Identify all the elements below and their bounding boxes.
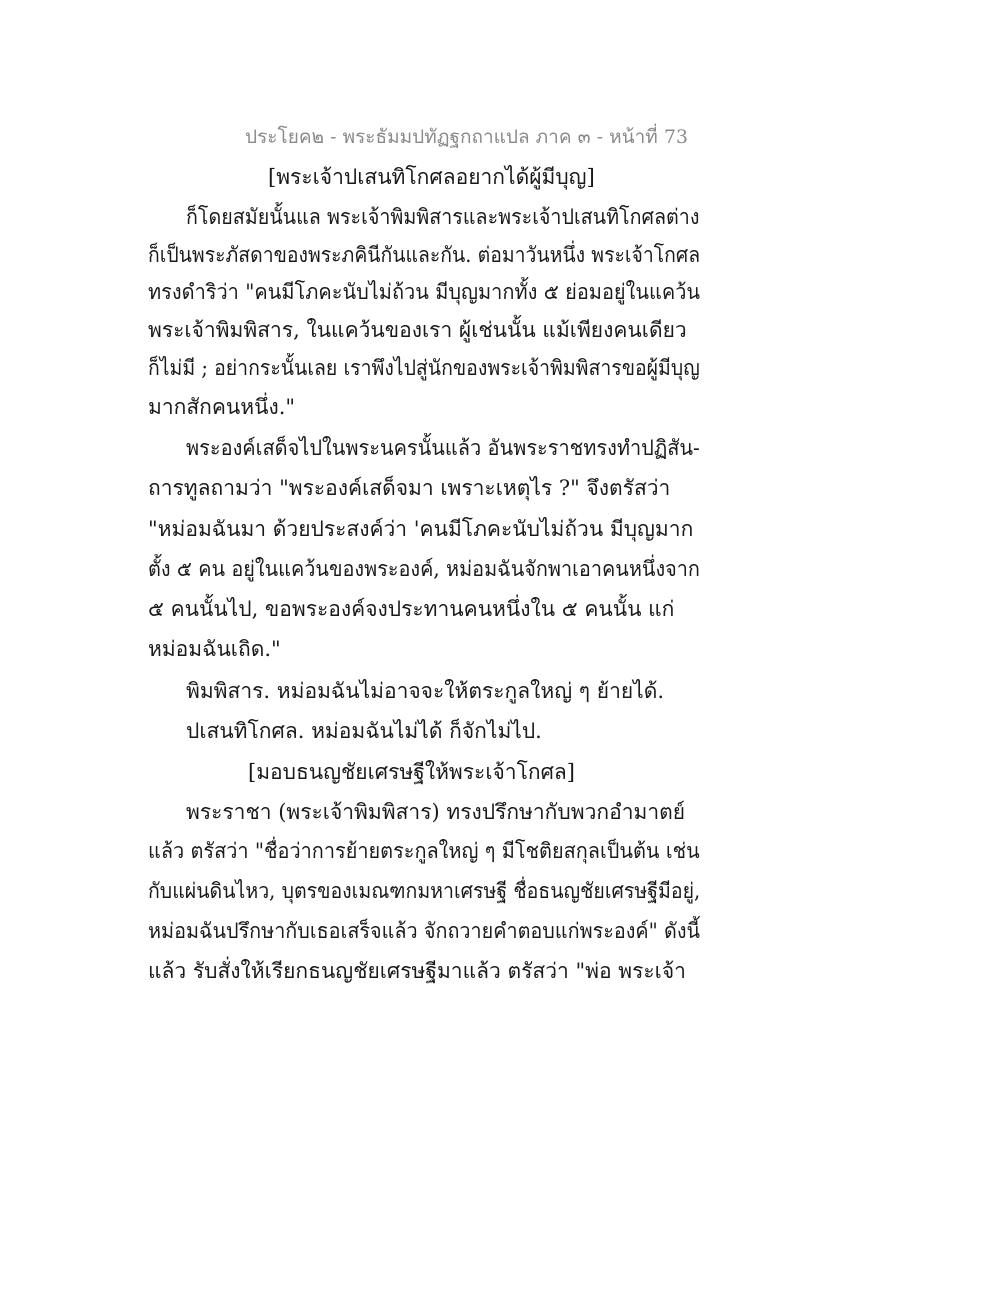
text-line: ก็ไม่มี ; อย่ากระนั้นเลย เราพึงไปสู่นักของพระเจ้าพิมพิสารขอผู้มีบุญ (148, 356, 700, 380)
text-line: หม่อมฉันเถิด." (148, 637, 281, 661)
text-line: แล้ว รับสั่งให้เรียกธนญชัยเศรษฐีมาแล้ว ตรัสว่า "พ่อ พระเจ้า (148, 959, 686, 983)
dialogue-line: พิมพิสาร. หม่อมฉันไม่อาจจะให้ตระกูลใหญ่ ๆ ย้ายได้. (186, 679, 665, 703)
dialogue-line: ปเสนทิโกศล. หม่อมฉันไม่ได้ ก็จักไม่ไป. (186, 719, 542, 743)
text-line: ตั้ง ๕ คน อยู่ในแคว้นของพระองค์, หม่อมฉันจักพาเอาคนหนึ่งจาก (148, 557, 700, 581)
section-heading: [มอบธนญชัยเศรษฐีให้พระเจ้าโกศล] (248, 760, 575, 784)
text-line: ทรงดำริว่า "คนมีโภคะนับไม่ถ้วน มีบุญมากทั้ง ๕ ย่อมอยู่ในแคว้น (148, 280, 701, 304)
text-line: ก็เป็นพระภัสดาของพระภคินีกันและกัน. ต่อมาวันหนึ่ง พระเจ้าโกศล (148, 243, 701, 267)
text-line: พระองค์เสด็จไปในพระนครนั้นแล้ว อันพระราชทรงทำปฏิสัน- (186, 436, 700, 460)
text-line: ถารทูลถามว่า "พระองค์เสด็จมา เพราะเหตุไร ?" จึงตรัสว่า (148, 476, 671, 500)
text-line: พระราชา (พระเจ้าพิมพิสาร) ทรงปรึกษากับพวกอำมาตย์ (186, 800, 686, 824)
text-line: ๕ คนนั้นไป, ขอพระองค์จงประทานคนหนึ่งใน ๕ คนนั้น แก่ (148, 597, 675, 621)
text-line: มากสักคนหนึ่ง." (148, 395, 296, 419)
section-heading: [พระเจ้าปเสนทิโกศลอยากได้ผู้มีบุญ] (268, 165, 595, 189)
page-header: ประโยค๒ - พระธัมมปทัฏฐกถาแปล ภาค ๓ - หน้าที่ 73 (245, 126, 688, 148)
text-line: ก็โดยสมัยนั้นแล พระเจ้าพิมพิสารและพระเจ้าปเสนทิโกศลต่าง (186, 205, 700, 229)
text-line: แล้ว ตรัสว่า "ชื่อว่าการย้ายตระกูลใหญ่ ๆ มีโชติยสกุลเป็นต้น เช่น (148, 839, 700, 863)
text-line: กับแผ่นดินไหว, บุตรของเมณฑกมหาเศรษฐี ชื่อธนญชัยเศรษฐีมีอยู่, (148, 879, 701, 903)
text-line: พระเจ้าพิมพิสาร, ในแคว้นของเรา ผู้เช่นนั้น แม้เพียงคนเดียว (148, 318, 687, 342)
text-line: หม่อมฉันปรึกษากับเธอเสร็จแล้ว จักถวายคำตอบแก่พระองค์" ดังนี้ (148, 919, 701, 943)
text-line: "หม่อมฉันมา ด้วยประสงค์ว่า 'คนมีโภคะนับไม่ถ้วน มีบุญมาก (148, 517, 694, 541)
